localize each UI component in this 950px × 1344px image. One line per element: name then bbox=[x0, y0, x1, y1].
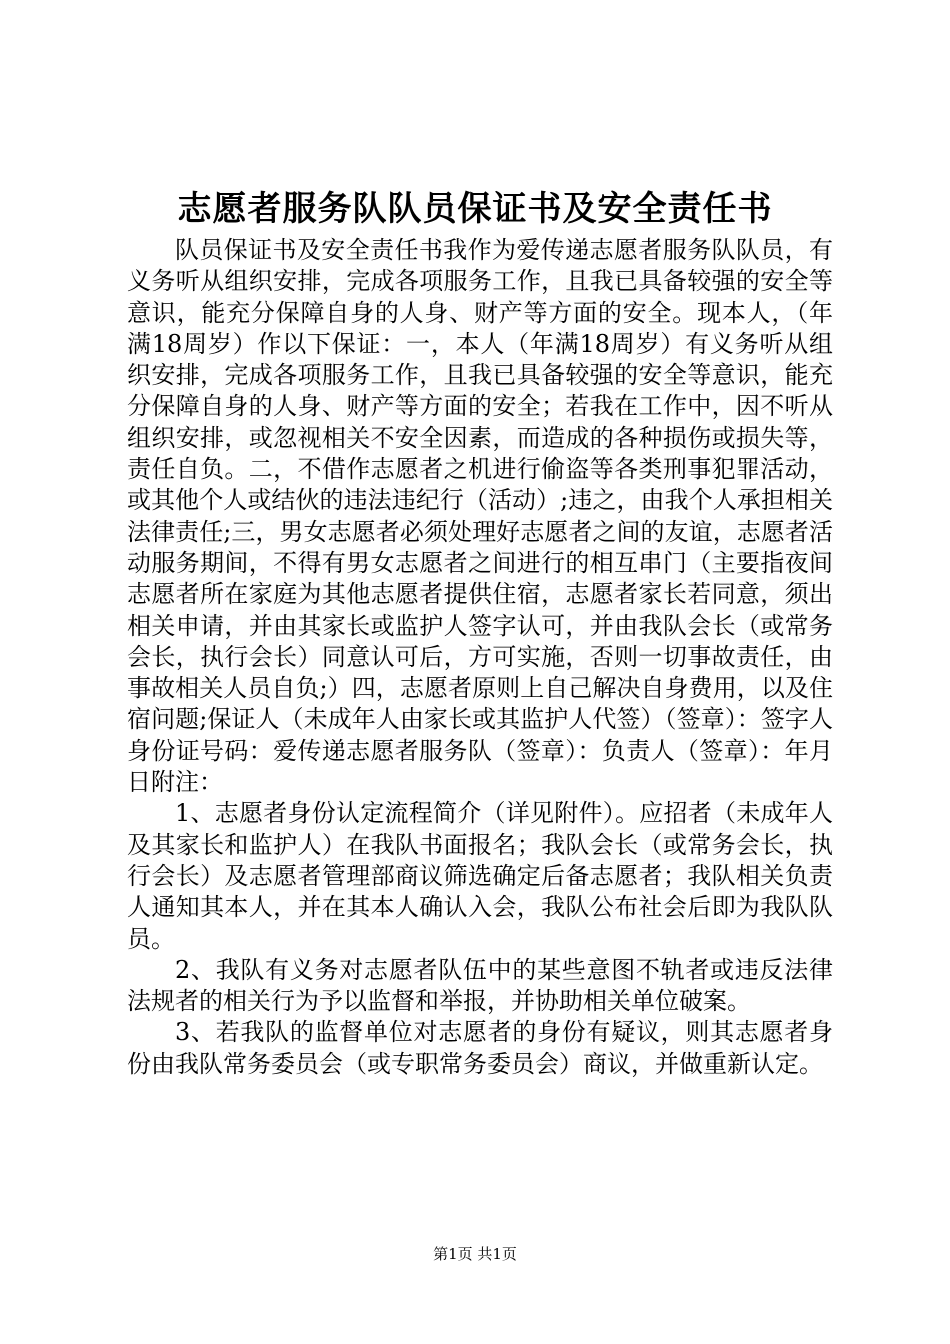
paragraph-note-2: 2、我队有义务对志愿者队伍中的某些意图不轨者或违反法律法规者的相关行为予以监督和举报，并协助相关单位破案。 bbox=[127, 955, 833, 1016]
paragraph-note-3: 3、若我队的监督单位对志愿者的身份有疑议，则其志愿者身份由我队常务委员会（或专职常务委员会）商议，并做重新认定。 bbox=[127, 1018, 833, 1078]
document-title: 志愿者服务队队员保证书及安全责任书 bbox=[177, 189, 773, 229]
page-number-footer: 第1页 共1页 bbox=[433, 1245, 517, 1263]
paragraph-pledge: 队员保证书及安全责任书我作为爱传递志愿者服务队队员，有义务听从组织安排，完成各项服务工作，且我已具备较强的安全等意识，能充分保障自身的人身、财产等方面的安全。现本人，（年满18周岁）作以下保证：一，本人（年满18周岁）有义务听从组织安排，完成各项服务工作，且我已具备较强的安全等意识，能充分保障自身的人身、财产等方面的安全；若我在工作中，因不听从组织安排，或忽视相关不安全因素，而造成的各种损伤或损失等，责任自负。二，不借作志愿者之机进行偷盗等各类刑事犯罪活动，或其他个人或结伙的违法违纪行（活动）;违之，由我个人承担相关法律责任;三，男女志愿者必须处理好志愿者之间的友谊，志愿者活动服务期间，不得有男女志愿者之间进行的相互串门（主要指夜间志愿者所在家庭为其他志愿者提供住宿，志愿者家长若同意，须出相关申请，并由其家长或监护人签字认可，并由我队会长（或常务会长，执行会长）同意认可后，方可实施，否则一切事故责任，由事故相关人员自负;）四，志愿者原则上自己解决自身费用，以及住宿问题;保证人（未成年人由家长或其监护人代签）（签章）：签字人身份证号码：爱传递志愿者服务队（签章）：负责人（签章）：年月日附注： bbox=[127, 236, 833, 797]
document-body bbox=[127, 235, 833, 1080]
paragraph-note-1: 1、志愿者身份认定流程简介（详见附件）。应招者（未成年人及其家长和监护人）在我队书面报名；我队会长（或常务会长，执行会长）及志愿者管理部商议筛选确定后备志愿者；我队相关负责人通知其本人，并在其本人确认入会，我队公布社会后即为我队队员。 bbox=[127, 799, 833, 953]
